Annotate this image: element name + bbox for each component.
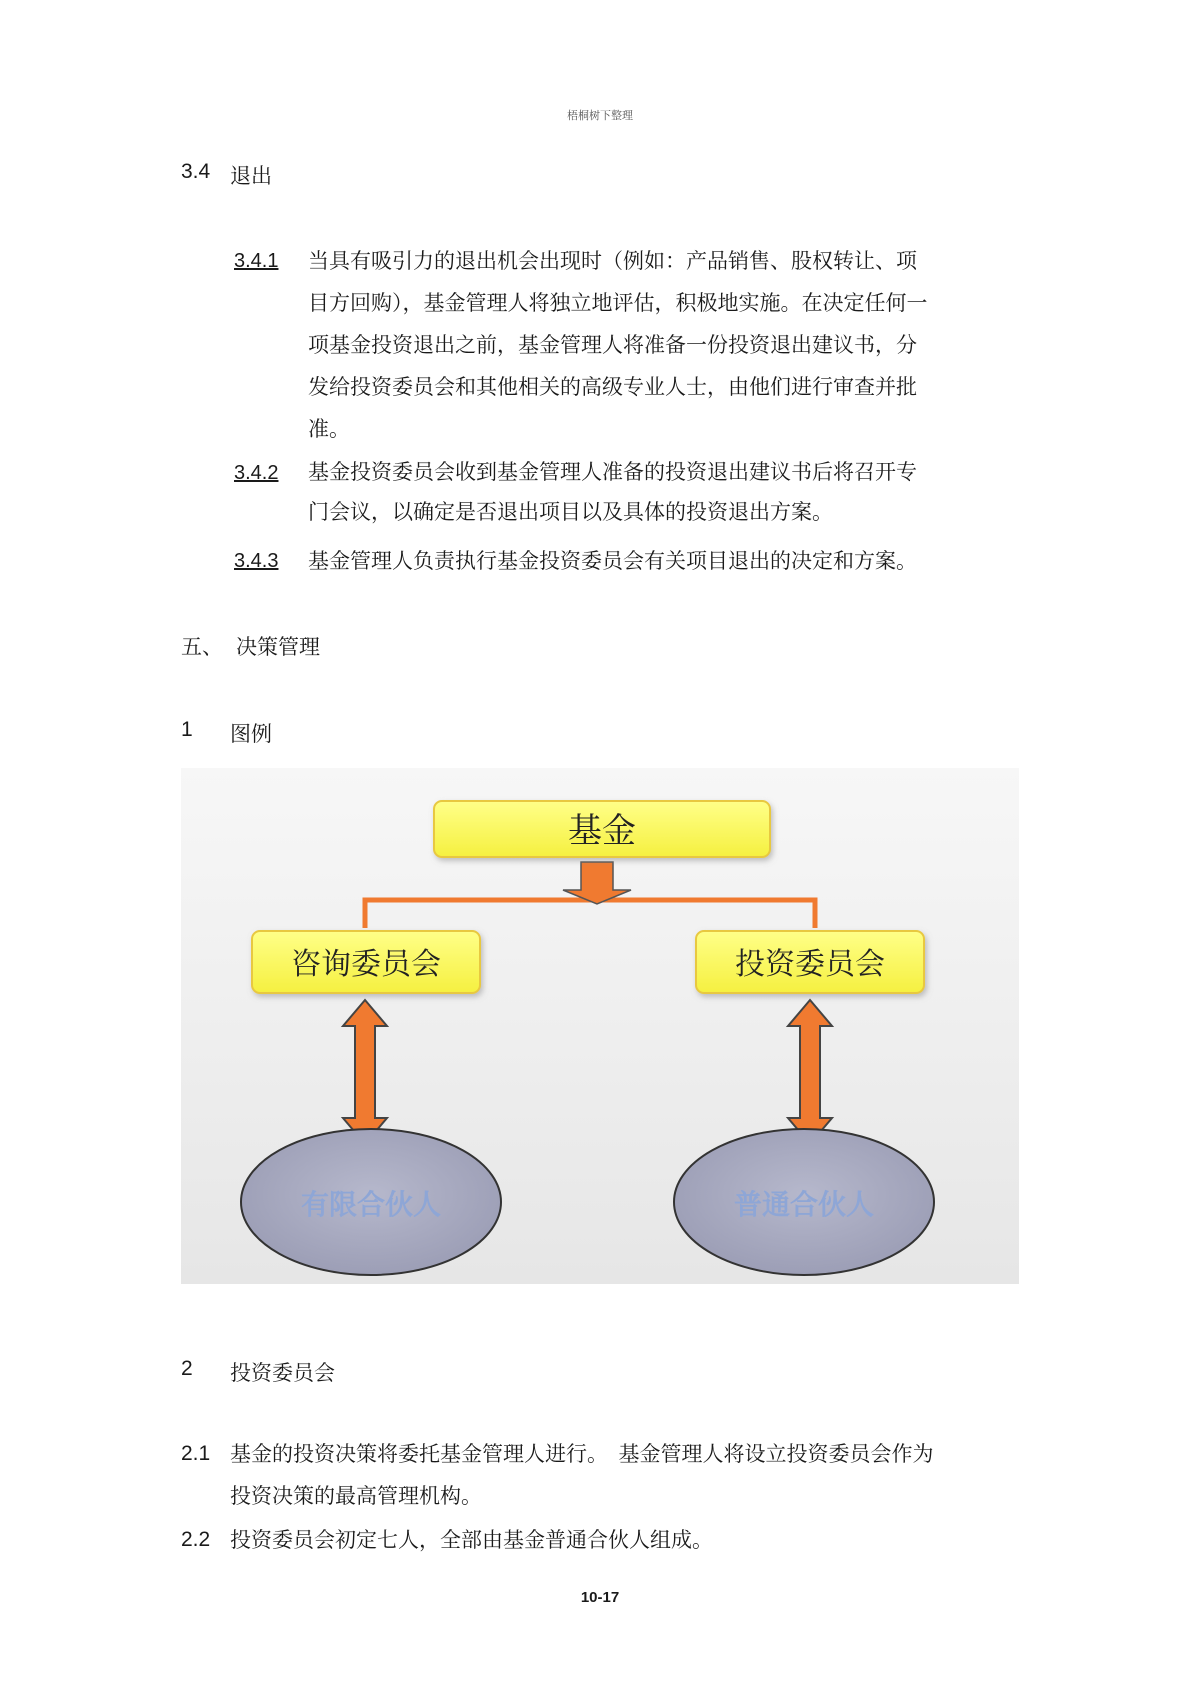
item-3-4-2-text	[308, 452, 917, 532]
item-3-4-2-line: 门会议，以确定是否退出项目以及具体的投资退出方案。	[308, 500, 833, 524]
section-2-2-text	[230, 1519, 713, 1561]
item-3-4-2-number: 3.4.2	[234, 462, 279, 484]
item-3-4-3-number: 3.4.3	[234, 550, 279, 572]
item-3-4-1-line: 发给投资委员会和其他相关的高级专业人士，由他们进行审查并批	[308, 375, 917, 399]
item-3-4-1-line: 目方回购），基金管理人将独立地评估，积极地实施。在决定任何一	[308, 291, 928, 315]
section-2-number: 2	[181, 1357, 193, 1380]
item-3-4-1-line: 当具有吸引力的退出机会出现时（例如：产品销售、股权转让、项	[308, 249, 917, 273]
general-partner-label: 普通合伙人	[733, 1188, 875, 1221]
advisory-committee-label: 咨询委员会	[291, 947, 441, 982]
item-3-4-1-number: 3.4.1	[234, 250, 279, 272]
item-3-4-1-line: 准。	[308, 417, 350, 441]
header-note: 梧桐树下整理	[567, 109, 633, 122]
section-2-title: 投资委员会	[230, 1361, 335, 1385]
item-3-4-3-text	[308, 540, 917, 582]
section-2-2-line: 投资委员会初定七人，全部由基金普通合伙人组成。	[230, 1528, 713, 1552]
item-3-4-1-text	[308, 240, 928, 450]
section-2-1-text	[230, 1433, 934, 1517]
org-diagram	[181, 768, 1019, 1284]
section-2-1-number: 2.1	[181, 1442, 211, 1465]
section-2-2-number: 2.2	[181, 1528, 211, 1551]
fund-box-label: 基金	[568, 811, 636, 851]
section-5-title: 决策管理	[236, 635, 320, 659]
item-3-4-2-line: 基金投资委员会收到基金管理人准备的投资退出建议书后将召开专	[308, 460, 917, 484]
section-1-number: 1	[181, 718, 193, 741]
section-5-number: 五、	[181, 635, 223, 659]
item-3-4-1-line: 项基金投资退出之前，基金管理人将准备一份投资退出建议书，分	[308, 333, 917, 357]
investment-committee-label: 投资委员会	[735, 947, 885, 982]
section-2-1-line: 投资决策的最高管理机构。	[230, 1484, 482, 1508]
limited-partner-label: 有限合伙人	[300, 1188, 442, 1221]
section-3-4-title: 退出	[230, 164, 272, 188]
item-3-4-3-line: 基金管理人负责执行基金投资委员会有关项目退出的决定和方案。	[308, 549, 917, 573]
section-1-title: 图例	[230, 722, 272, 746]
page-number: 10-17	[580, 1589, 620, 1606]
section-3-4-number: 3.4	[181, 160, 211, 183]
section-2-1-line: 基金的投资决策将委托基金管理人进行。 基金管理人将设立投资委员会作为	[230, 1442, 934, 1466]
